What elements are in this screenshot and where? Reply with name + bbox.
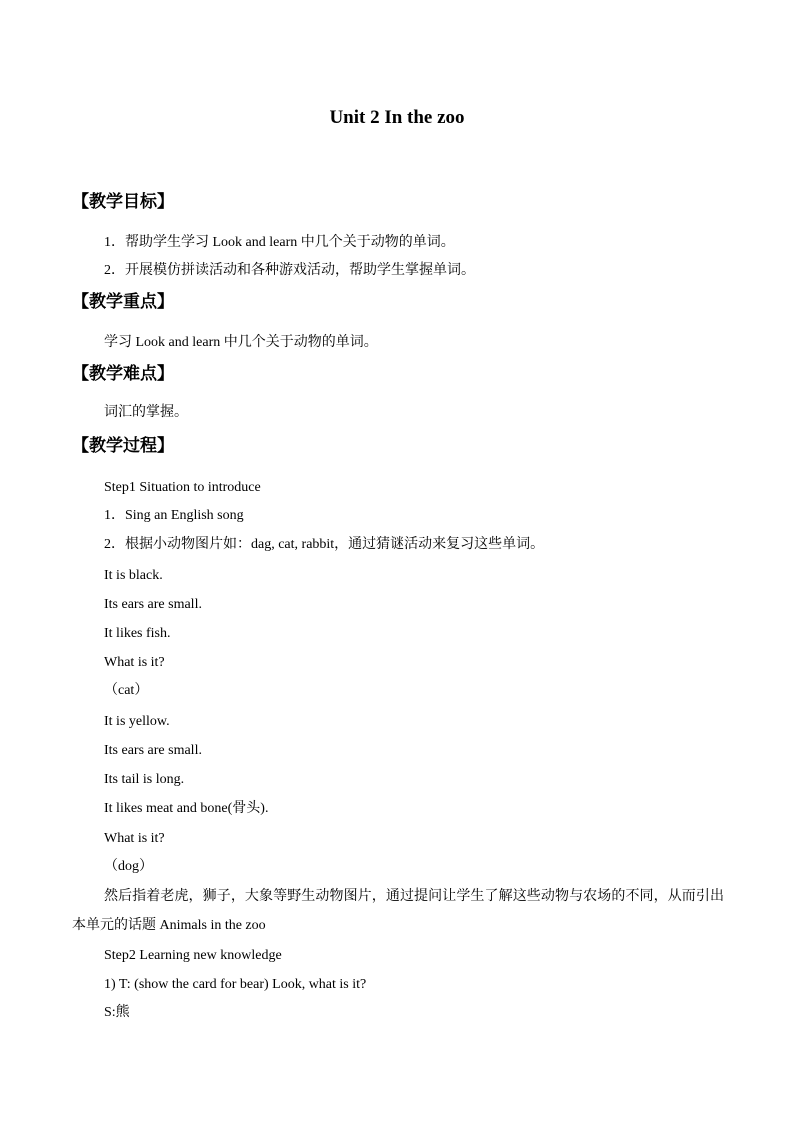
process-line: 1．Sing an English song <box>104 508 244 523</box>
process-line: Its ears are small. <box>104 597 202 612</box>
process-heading: 【教学过程】 <box>72 436 174 456</box>
difficulties-heading: 【教学难点】 <box>72 364 174 384</box>
process-line: What is it? <box>104 655 165 670</box>
difficulties-text: 词汇的掌握。 <box>104 405 188 420</box>
process-line: Its tail is long. <box>104 772 185 787</box>
process-line: What is it? <box>104 831 165 846</box>
process-line: S:熊 <box>104 1005 130 1020</box>
process-line: 1) T: (show the card for bear) Look, what is it? <box>104 977 367 992</box>
process-line: It is yellow. <box>104 714 170 729</box>
process-paragraph: 然后指着老虎，狮子，大象等野生动物图片，通过提问让学生了解这些动物与农场的不同，从而引出本单元的话题 Animals in the zoo <box>72 889 724 933</box>
key-points-text: 学习 Look and learn 中几个关于动物的单词。 <box>104 335 378 350</box>
process-line: Its ears are small. <box>104 743 202 758</box>
key-points-heading: 【教学重点】 <box>72 292 174 312</box>
process-line: Step1 Situation to introduce <box>104 480 261 495</box>
process-line: It is black. <box>104 568 163 583</box>
objective-item-2: 2．开展模仿拼读活动和各种游戏活动，帮助学生掌握单词。 <box>104 263 475 278</box>
process-line: Step2 Learning new knowledge <box>104 948 282 963</box>
process-line: （dog） <box>104 859 153 874</box>
process-line: （cat） <box>104 683 149 698</box>
process-line: It likes meat and bone(骨头). <box>104 801 269 816</box>
objective-item-1: 1．帮助学生学习 Look and learn 中几个关于动物的单词。 <box>104 235 455 250</box>
document-title: Unit 2 In the zoo <box>329 107 465 128</box>
process-line: 2．根据小动物图片如：dag, cat, rabbit，通过猜谜活动来复习这些单词。 <box>104 537 545 552</box>
process-line: It likes fish. <box>104 626 171 641</box>
objectives-heading: 【教学目标】 <box>72 192 174 212</box>
